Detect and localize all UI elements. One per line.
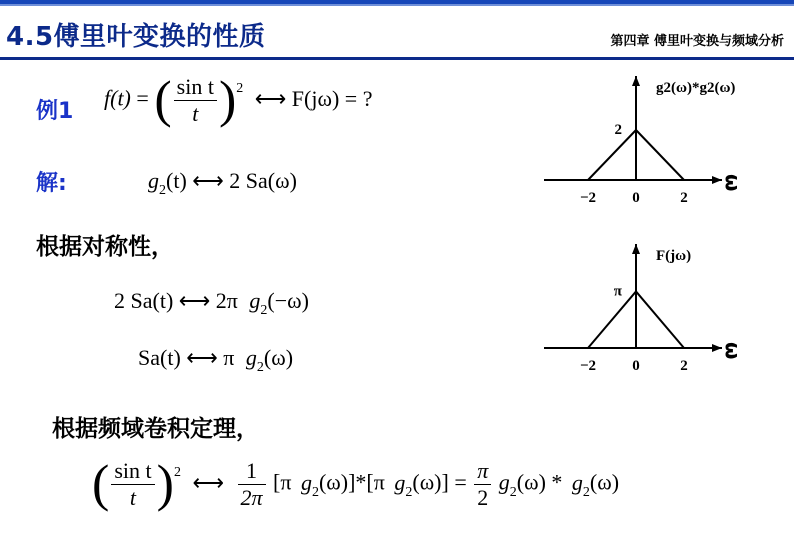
- y-axis-arrow: [632, 244, 640, 254]
- conv-denominator: t: [129, 485, 137, 510]
- x-tick-label: 2: [680, 190, 688, 206]
- solution-label: 解:: [36, 171, 67, 196]
- solution-rhs: ⟷ 2 Sa(ω): [192, 168, 297, 193]
- conv-bracket-a: [π: [273, 469, 292, 495]
- solution-g: g: [148, 168, 159, 193]
- x-axis-arrow: [712, 176, 722, 184]
- conv-numerator: sin t: [111, 458, 154, 485]
- conv-two-pi: 2π: [240, 485, 263, 510]
- conv-pi-over-2: [474, 458, 491, 511]
- conv-bracket-c: (ω)] =: [412, 469, 467, 495]
- x-tick-label: 0: [632, 358, 640, 374]
- function-label: g2(ω)*g2(ω): [656, 80, 736, 96]
- x-tick-label: 0: [632, 190, 640, 206]
- symmetry-heading: 根据对称性，: [36, 234, 174, 260]
- symmetry-line-1: [114, 288, 309, 318]
- conv-fraction: [111, 458, 154, 511]
- conv-g-d: g: [571, 469, 583, 495]
- conv-power: 2: [173, 464, 181, 480]
- function-label: F(jω): [656, 248, 692, 264]
- solution-equation: [148, 168, 297, 198]
- conv-g-b: g: [394, 469, 406, 495]
- x-tick-label: −2: [579, 190, 597, 206]
- symmetry-line-2-arg: (ω): [263, 345, 294, 370]
- top-bar: [0, 0, 794, 8]
- example-label: 例1: [36, 99, 74, 124]
- conv-tail-b: (ω): [589, 469, 620, 495]
- symmetry-line-2-g: g: [245, 345, 257, 370]
- peak-label: 2: [614, 122, 622, 138]
- x-axis-arrow: [712, 344, 722, 352]
- symmetry-line-2-sub: 2: [256, 360, 264, 375]
- symmetry-line-1-g: g: [249, 288, 261, 313]
- symmetry-line-1-arg: (−ω): [267, 288, 309, 313]
- chart-F-jw: [540, 240, 780, 385]
- conv-g-c: g: [498, 469, 510, 495]
- solution-t-arg: (t): [166, 168, 187, 193]
- conv-one-over-2pi: [238, 458, 266, 511]
- conv-sub-b: 2: [405, 484, 413, 500]
- omega-axis-symbol: ω: [721, 174, 745, 192]
- chart-g2-convolution: [540, 70, 780, 220]
- x-tick-label: −2: [579, 358, 597, 374]
- chapter-label: 第四章 傅里叶变换与频域分析: [610, 34, 784, 49]
- y-axis-arrow: [632, 76, 640, 86]
- example-eq: =: [136, 85, 149, 111]
- example-denominator: t: [192, 101, 199, 126]
- symmetry-line-1-sub: 2: [260, 303, 268, 318]
- conv-pi: π: [474, 458, 491, 485]
- conv-sub-d: 2: [582, 484, 590, 500]
- symmetry-line-2: [138, 345, 294, 375]
- conv-one: 1: [238, 458, 266, 485]
- conv-sub-a: 2: [311, 484, 319, 500]
- conv-arrow: ⟷: [192, 469, 224, 495]
- example-fraction: [174, 74, 217, 127]
- page-title: 4.5傅里叶变换的性质: [6, 22, 266, 52]
- example-equation: f(t) = ( $\frac{\text{sin t}}{t}$ )$^2$ ⟷ F(jω) = ?: [104, 71, 373, 129]
- conv-two: 2: [477, 485, 489, 510]
- solution-sub: 2: [159, 183, 166, 198]
- conv-sub-c: 2: [509, 484, 517, 500]
- conv-g-a: g: [300, 469, 312, 495]
- conv-bracket-b: (ω)]*[π: [318, 469, 385, 495]
- peak-label: π: [613, 283, 622, 300]
- symmetry-line-2-left: Sa(t) ⟷ π: [138, 345, 235, 370]
- example-numerator: sin t: [174, 74, 217, 101]
- example-arrow-F: ⟷ F(jω) = ?: [254, 85, 373, 111]
- example-power: 2: [236, 80, 244, 96]
- conv-tail-a: (ω) *: [516, 469, 563, 495]
- example-f-t: f(t): [104, 85, 131, 111]
- header-rule: [0, 57, 794, 60]
- symmetry-line-1-left: 2 Sa(t) ⟷ 2π: [114, 288, 238, 313]
- omega-axis-symbol: ω: [721, 342, 745, 360]
- convolution-heading: 根据频域卷积定理，: [52, 416, 259, 442]
- x-tick-label: 2: [680, 358, 688, 374]
- convolution-equation: ( $\frac{\text{sin t}}{t}$ )$^2$ ⟷ $\frac{1}{2\pi}$ [π $g_2(\omega)]*[\pi$ $g_2(\omega)$] = $\frac{\pi}{2}$ $g_2(\omega) * g_2(\omega)$: [92, 455, 620, 513]
